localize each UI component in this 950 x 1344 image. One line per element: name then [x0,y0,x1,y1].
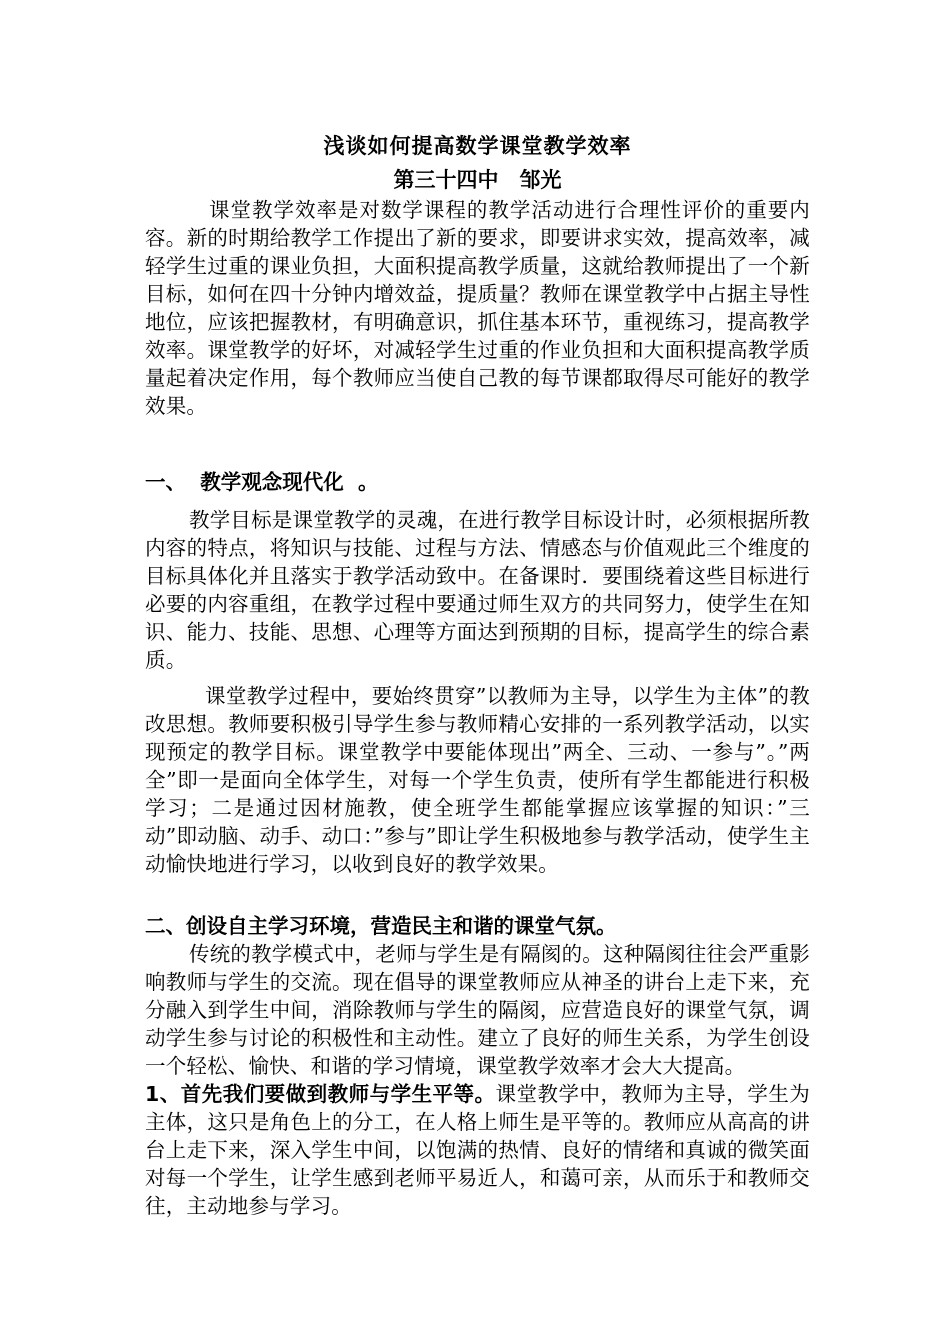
spacer [145,878,810,912]
section2-paragraph1: 传统的教学模式中，老师与学生是有隔阂的。这种隔阂往往会严重影响教师与学生的交流。现在倡导的课堂教师应从神圣的讲台上走下来，充分融入到学生中间，消除教师与学生的隔阂，应营造良好的课堂气氛，调动学生参与讨论的积极性和主动性。建立了良好的师生关系，为学生创设一个轻松、愉快、和谐的学习情境，课堂教学效率才会大大提高。 [145,942,810,1078]
section2-point1-lead: 1、首先我们要做到教师与学生平等。 [145,1082,496,1106]
document-author: 第三十四中 邹光 [393,168,562,192]
section2-point1-text: 课堂教学中，教师为主导，学生为主体，这只是角色上的分工，在人格上师生是平等的。教师应从高高的讲台上走下来，深入学生中间，以饱满的热情、良好的情绪和真诚的微笑面对每一个学生，让学生感到老师平易近人，和蔼可亲，从而乐于和教师交往，主动地参与学习。 [145,1082,811,1218]
section1-paragraph2: 课堂教学过程中，要始终贯穿”以教师为主导，以学生为主体”的教改思想。教师要积极引导学生参与教师精心安排的一系列教学活动，以实现预定的教学目标。课堂教学中要能体现出”两全、三动、一参与”。”两全”即一是面向全体学生，对每一个学生负责，使所有学生都能进行积极学习；二是通过因材施教，使全班学生都能掌握应该掌握的知识：”三动”即动脑、动手、动口：”参与”即让学生积极地参与教学活动，使学生主动愉快地进行学习，以收到良好的教学效果。 [145,684,810,876]
document-page [145,130,810,1220]
spacer [145,420,810,468]
spacer [145,674,810,682]
spacer [145,496,810,506]
section1-heading: 一、 教学观念现代化 。 [145,470,379,494]
intro-paragraph: 课堂教学效率是对数学课程的教学活动进行合理性评价的重要内容。新的时期给教学工作提出了新的要求，即要讲求实效，提高效率，减轻学生过重的课业负担，大面积提高教学质量，这就给教师提出了一个新目标，如何在四十分钟内增效益，提质量？教师在课堂教学中占据主导性地位，应该把握教材，有明确意识，抓住基本环节，重视练习，提高教学效率。课堂教学的好坏，对减轻学生过重的作业负担和大面积提高教学质量起着决定作用，每个教师应当使自己教的每节课都取得尽可能好的教学效果。 [145,198,810,418]
section2-point1 [145,1080,810,1220]
section1-paragraph1: 教学目标是课堂教学的灵魂，在进行教学目标设计时，必须根据所教内容的特点，将知识与技能、过程与方法、情感态与价值观此三个维度的目标具体化并且落实于教学活动致中。在备课时．要围绕着这些目标进行必要的内容重组，在教学过程中要通过师生双方的共同努力，使学生在知识、能力、技能、思想、心理等方面达到预期的目标，提高学生的综合素质。 [145,508,810,672]
document-title: 浅谈如何提高数学课堂教学效率 [323,134,632,158]
section2-heading: 二、创设自主学习环境，营造民主和谐的课堂气氛。 [145,914,617,938]
